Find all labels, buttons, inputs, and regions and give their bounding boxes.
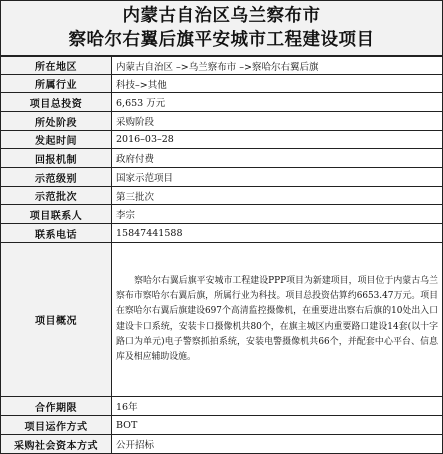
table-row [1, 149, 443, 168]
table-row [1, 187, 443, 205]
title-region: 内蒙古自治区乌兰察布市 [122, 6, 321, 26]
row-label: 所属行业 [1, 75, 112, 93]
row-label: 合作期限 [1, 397, 112, 416]
table-row [1, 93, 443, 112]
table-row [1, 205, 443, 224]
row-value: 2016–03–28 [112, 131, 443, 149]
table-row [1, 224, 443, 243]
table-row [1, 416, 443, 435]
row-label: 项目联系人 [1, 205, 112, 224]
title-project: 察哈尔右翼后旗平安城市工程建设项目 [68, 30, 375, 50]
row-label: 所处阶段 [1, 112, 112, 131]
row-label: 项目总投资 [1, 93, 112, 112]
table-row [1, 131, 443, 149]
row-label: 联系电话 [1, 224, 112, 243]
row-label: 所在地区 [1, 57, 112, 75]
row-value: 公开招标 [112, 435, 443, 454]
table-row-overview [1, 243, 443, 397]
row-label: 采购社会资本方式 [1, 435, 112, 454]
row-label: 回报机制 [1, 149, 112, 168]
overview-text: 察哈尔右翼后旗平安城市工程建设PPP项目为新建项目，项目位于内蒙古乌兰察布市察哈尔右翼后旗，所属行业为科技。项目总投资估算约6653.47万元。项目在察哈尔右翼后旗建设697个高清监控摄像机，在重要进出察右后旗的10处出入口建设卡口系统，安装卡口摄像机共80个，在旗主城区内重要路口建设14套(以十字路口为单元)电子警察抓拍系统，安装电警摄像机共66个，并配套中心平台、信息库及相应辅助设施。 [116, 275, 438, 363]
overview-cell [112, 243, 443, 397]
table-row [1, 168, 443, 187]
table-row [1, 57, 443, 75]
row-value: 国家示范项目 [112, 168, 443, 187]
row-value: 采购阶段 [112, 112, 443, 131]
table-row [1, 75, 443, 93]
overview-label: 项目概况 [1, 243, 112, 397]
table-row [1, 112, 443, 131]
row-value: 第三批次 [112, 187, 443, 205]
row-value: 科技–>其他 [112, 75, 443, 93]
row-value: 内蒙古自治区 –>乌兰察布市 –>察哈尔右翼后旗 [112, 57, 443, 75]
table-row [1, 435, 443, 454]
row-label: 示范级别 [1, 168, 112, 187]
row-label: 示范批次 [1, 187, 112, 205]
row-value: 政府付费 [112, 149, 443, 168]
row-label: 项目运作方式 [1, 416, 112, 435]
row-value: 李宗 [112, 205, 443, 224]
row-value: 16年 [112, 397, 443, 416]
row-value: 15847441588 [112, 224, 443, 243]
row-value: BOT [112, 416, 443, 435]
project-info-table [0, 56, 443, 454]
table-row [1, 397, 443, 416]
row-label: 发起时间 [1, 131, 112, 149]
title-box [0, 0, 443, 56]
row-value: 6,653 万元 [112, 93, 443, 112]
